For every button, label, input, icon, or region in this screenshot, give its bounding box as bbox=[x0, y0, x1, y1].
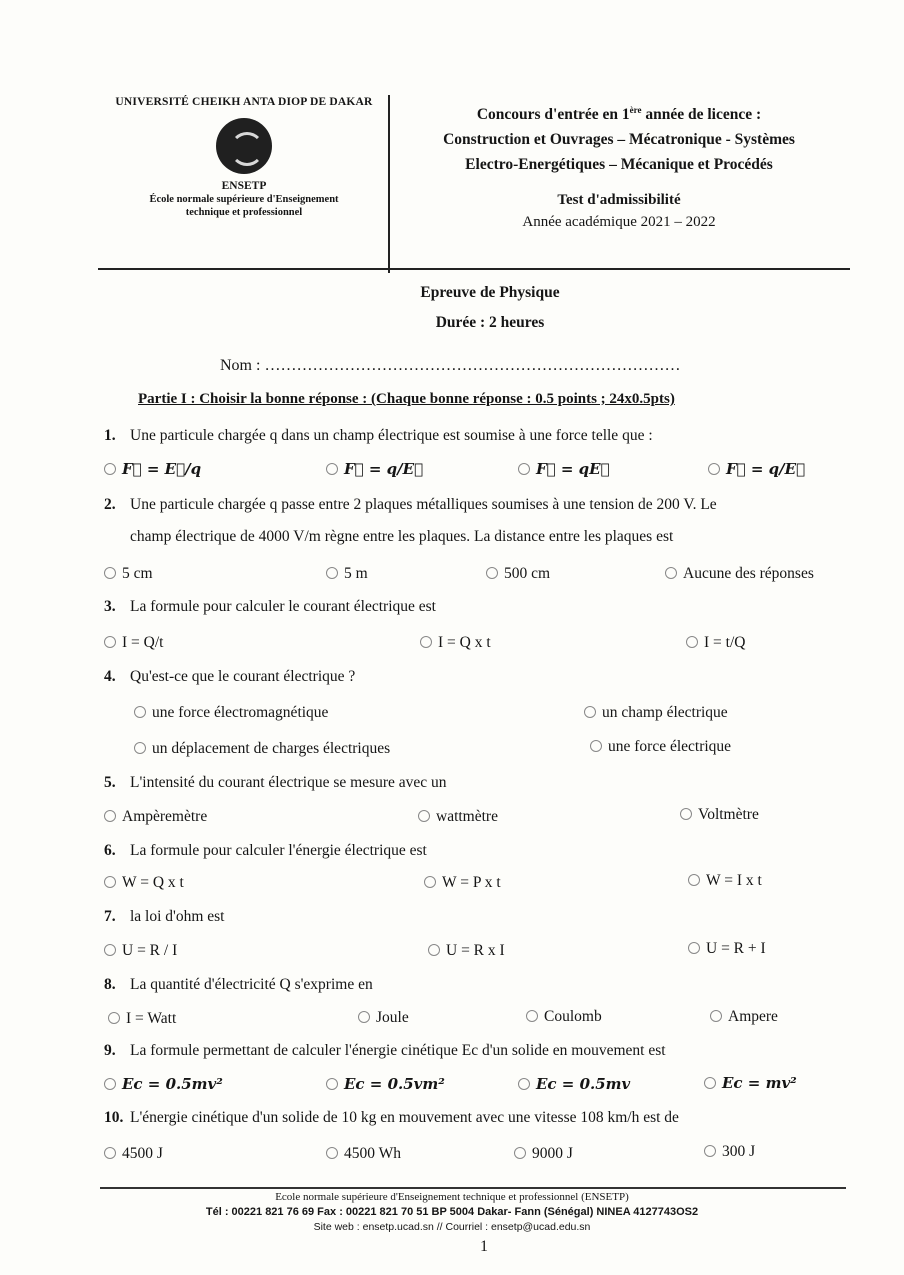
radio-icon[interactable] bbox=[518, 1078, 530, 1090]
question-10 bbox=[104, 1109, 679, 1127]
option-7b[interactable] bbox=[428, 942, 505, 960]
option-4c[interactable] bbox=[134, 740, 390, 758]
header-divider-vertical bbox=[388, 95, 390, 273]
radio-icon[interactable] bbox=[708, 463, 720, 475]
option-label: Joule bbox=[376, 1009, 409, 1026]
option-label: Ec = 0.5mv bbox=[536, 1075, 631, 1093]
radio-icon[interactable] bbox=[104, 944, 116, 956]
question-1 bbox=[104, 427, 653, 445]
option-label: Ec = 0.5mv² bbox=[122, 1075, 223, 1093]
footer-line3: Site web : ensetp.ucad.sn // Courriel : ensetp@ucad.edu.sn bbox=[313, 1221, 591, 1233]
option-label: F⃗ = q/E⃗ bbox=[726, 460, 806, 478]
option-label: Aucune des réponses bbox=[683, 565, 814, 582]
radio-icon[interactable] bbox=[680, 808, 692, 820]
option-label: F⃗ = E⃗/q bbox=[122, 460, 202, 478]
question-4 bbox=[104, 668, 355, 686]
option-2a[interactable] bbox=[104, 565, 153, 583]
option-label: 300 J bbox=[722, 1143, 756, 1160]
school-full-name-line1: École normale supérieure d'Enseignement bbox=[149, 194, 339, 205]
option-10b[interactable] bbox=[326, 1145, 401, 1163]
radio-icon[interactable] bbox=[418, 810, 430, 822]
option-3c[interactable] bbox=[686, 634, 745, 652]
question-7 bbox=[104, 908, 225, 926]
question-2-line2: champ électrique de 4000 V/m règne entre les plaques. La distance entre les plaques est bbox=[130, 528, 674, 545]
option-label: W = Q x t bbox=[122, 874, 184, 891]
concours-line2: Construction et Ouvrages – Mécatronique - Systèmes bbox=[443, 131, 795, 149]
radio-icon[interactable] bbox=[704, 1145, 716, 1157]
academic-year: Année académique 2021 – 2022 bbox=[522, 214, 716, 231]
option-4d[interactable] bbox=[590, 738, 731, 756]
concours-line3: Electro-Energétiques – Mécanique et Procédés bbox=[465, 156, 773, 174]
concours-title: Concours d'entrée en 1ère année de licence : bbox=[476, 105, 762, 124]
radio-icon[interactable] bbox=[710, 1010, 722, 1022]
option-10a[interactable] bbox=[104, 1145, 163, 1163]
option-label: F⃗ = q/E⃗ bbox=[344, 460, 424, 478]
page-number: 1 bbox=[480, 1238, 488, 1255]
question-9 bbox=[104, 1042, 666, 1060]
radio-icon[interactable] bbox=[104, 810, 116, 822]
option-label: Ampèremètre bbox=[122, 808, 208, 825]
radio-icon[interactable] bbox=[104, 463, 116, 475]
option-2b[interactable] bbox=[326, 565, 368, 583]
radio-icon[interactable] bbox=[688, 942, 700, 954]
radio-icon[interactable] bbox=[134, 706, 146, 718]
radio-icon[interactable] bbox=[104, 1147, 116, 1159]
radio-icon[interactable] bbox=[486, 567, 498, 579]
question-number: 4. bbox=[104, 668, 116, 685]
radio-icon[interactable] bbox=[326, 1147, 338, 1159]
option-label: un champ électrique bbox=[602, 704, 728, 721]
header-left bbox=[100, 95, 388, 219]
option-8c[interactable] bbox=[526, 1008, 602, 1026]
option-label: 4500 J bbox=[122, 1145, 163, 1162]
question-text: La quantité d'électricité Q s'exprime en bbox=[130, 976, 373, 993]
question-number: 10. bbox=[104, 1109, 124, 1126]
partie-heading: Partie I : Choisir la bonne réponse : (Chaque bonne réponse : 0.5 points ; 24x0.5pts) bbox=[138, 391, 675, 407]
question-number: 6. bbox=[104, 842, 116, 859]
radio-icon[interactable] bbox=[704, 1077, 716, 1089]
footer-divider bbox=[100, 1187, 846, 1189]
option-1b[interactable] bbox=[326, 460, 423, 479]
option-label: U = R + I bbox=[706, 940, 766, 957]
radio-icon[interactable] bbox=[326, 463, 338, 475]
option-6b[interactable] bbox=[424, 874, 501, 892]
question-number: 7. bbox=[104, 908, 116, 925]
question-number: 8. bbox=[104, 976, 116, 993]
radio-icon[interactable] bbox=[104, 876, 116, 888]
test-title: Test d'admissibilité bbox=[557, 192, 681, 209]
question-text: La formule permettant de calculer l'énergie cinétique Ec d'un solide en mouvement est bbox=[130, 1042, 666, 1059]
school-short-name: ENSETP bbox=[221, 180, 267, 192]
option-label: I = t/Q bbox=[704, 634, 746, 651]
radio-icon[interactable] bbox=[108, 1012, 120, 1024]
radio-icon[interactable] bbox=[104, 1078, 116, 1090]
question-text: Qu'est-ce que le courant électrique ? bbox=[130, 668, 356, 685]
option-1c[interactable] bbox=[518, 460, 610, 479]
option-9c[interactable] bbox=[518, 1075, 630, 1094]
option-8b[interactable] bbox=[358, 1009, 409, 1027]
option-7a[interactable] bbox=[104, 942, 177, 960]
question-3 bbox=[104, 598, 436, 616]
question-number: 1. bbox=[104, 427, 116, 444]
option-5c[interactable] bbox=[680, 806, 759, 824]
option-label: une force électrique bbox=[608, 738, 732, 755]
option-label: F⃗ = qE⃗ bbox=[536, 460, 610, 478]
option-label: U = R / I bbox=[122, 942, 178, 959]
question-6 bbox=[104, 842, 427, 860]
option-9b[interactable] bbox=[326, 1075, 445, 1094]
question-text: Une particule chargée q dans un champ électrique est soumise à une force telle que : bbox=[130, 427, 653, 444]
radio-icon[interactable] bbox=[420, 636, 432, 648]
question-number: 9. bbox=[104, 1042, 116, 1059]
school-full-name-line2: technique et professionnel bbox=[185, 207, 303, 218]
option-label: Voltmètre bbox=[698, 806, 759, 823]
option-2d[interactable] bbox=[665, 565, 814, 583]
radio-icon[interactable] bbox=[424, 876, 436, 888]
question-5 bbox=[104, 774, 447, 792]
radio-icon[interactable] bbox=[326, 567, 338, 579]
option-6a[interactable] bbox=[104, 874, 184, 892]
option-label: 4500 Wh bbox=[344, 1145, 401, 1162]
question-text: L'intensité du courant électrique se mesure avec un bbox=[130, 774, 447, 791]
option-label: Coulomb bbox=[544, 1008, 602, 1025]
option-label: W = P x t bbox=[442, 874, 501, 891]
radio-icon[interactable] bbox=[104, 567, 116, 579]
option-9a[interactable] bbox=[104, 1075, 223, 1094]
option-5b[interactable] bbox=[418, 808, 498, 826]
university-name: UNIVERSITÉ CHEIKH ANTA DIOP DE DAKAR bbox=[115, 96, 373, 108]
option-2c[interactable] bbox=[486, 565, 550, 583]
option-1d[interactable] bbox=[708, 460, 805, 479]
radio-icon[interactable] bbox=[686, 636, 698, 648]
option-6c[interactable] bbox=[688, 872, 762, 890]
option-10d[interactable] bbox=[704, 1143, 755, 1161]
option-5a[interactable] bbox=[104, 808, 207, 826]
radio-icon[interactable] bbox=[526, 1010, 538, 1022]
option-7c[interactable] bbox=[688, 940, 766, 958]
question-text: La formule pour calculer le courant électrique est bbox=[130, 598, 436, 615]
radio-icon[interactable] bbox=[326, 1078, 338, 1090]
option-4b[interactable] bbox=[584, 704, 728, 722]
nom-field[interactable]: Nom : …………………………………………………………………… bbox=[220, 357, 681, 374]
option-10c[interactable] bbox=[514, 1145, 573, 1163]
option-label: wattmètre bbox=[436, 808, 498, 825]
option-4a[interactable] bbox=[134, 704, 328, 722]
radio-icon[interactable] bbox=[358, 1011, 370, 1023]
option-label: I = Q x t bbox=[438, 634, 491, 651]
question-number: 5. bbox=[104, 774, 116, 791]
radio-icon[interactable] bbox=[584, 706, 596, 718]
epreuve-title: Epreuve de Physique bbox=[420, 284, 560, 301]
question-2 bbox=[104, 496, 717, 514]
option-label: une force électromagnétique bbox=[152, 704, 329, 721]
radio-icon[interactable] bbox=[104, 636, 116, 648]
option-label: Ec = mv² bbox=[722, 1074, 797, 1092]
option-9d[interactable] bbox=[704, 1074, 797, 1093]
header-divider-horizontal bbox=[98, 268, 850, 270]
option-label: 5 cm bbox=[122, 565, 153, 582]
option-label: I = Watt bbox=[126, 1010, 177, 1027]
question-text: L'énergie cinétique d'un solide de 10 kg en mouvement avec une vitesse 108 km/h est de bbox=[130, 1109, 679, 1126]
duree-title: Durée : 2 heures bbox=[435, 314, 545, 331]
option-label: 9000 J bbox=[532, 1145, 573, 1162]
option-label: W = I x t bbox=[706, 872, 762, 889]
question-8 bbox=[104, 976, 373, 994]
radio-icon[interactable] bbox=[134, 742, 146, 754]
option-label: I = Q/t bbox=[122, 634, 164, 651]
radio-icon[interactable] bbox=[590, 740, 602, 752]
option-label: 500 cm bbox=[504, 565, 551, 582]
question-text: Une particule chargée q passe entre 2 plaques métalliques soumises à une tension de 200 V. Le bbox=[130, 496, 717, 513]
question-text: La formule pour calculer l'énergie électrique est bbox=[130, 842, 427, 859]
footer-line1: Ecole normale supérieure d'Enseignement technique et professionnel (ENSETP) bbox=[275, 1191, 629, 1203]
radio-icon[interactable] bbox=[514, 1147, 526, 1159]
question-text: la loi d'ohm est bbox=[130, 908, 225, 925]
footer-line2: Tél : 00221 821 76 69 Fax : 00221 821 70 51 BP 5004 Dakar- Fann (Sénégal) NINEA 4127743OS2 bbox=[205, 1206, 699, 1218]
option-8d[interactable] bbox=[710, 1008, 778, 1026]
option-3a[interactable] bbox=[104, 634, 163, 652]
option-label: U = R x I bbox=[446, 942, 505, 959]
radio-icon[interactable] bbox=[665, 567, 677, 579]
option-3b[interactable] bbox=[420, 634, 491, 652]
radio-icon[interactable] bbox=[518, 463, 530, 475]
option-8a[interactable] bbox=[108, 1010, 176, 1028]
radio-icon[interactable] bbox=[688, 874, 700, 886]
university-logo bbox=[216, 118, 272, 174]
option-label: Ec = 0.5vm² bbox=[344, 1075, 445, 1093]
question-number: 2. bbox=[104, 496, 116, 513]
question-number: 3. bbox=[104, 598, 116, 615]
option-label: un déplacement de charges électriques bbox=[152, 740, 391, 757]
option-label: Ampere bbox=[728, 1008, 778, 1025]
option-1a[interactable] bbox=[104, 460, 201, 479]
option-label: 5 m bbox=[344, 565, 368, 582]
header-right bbox=[392, 98, 846, 233]
radio-icon[interactable] bbox=[428, 944, 440, 956]
